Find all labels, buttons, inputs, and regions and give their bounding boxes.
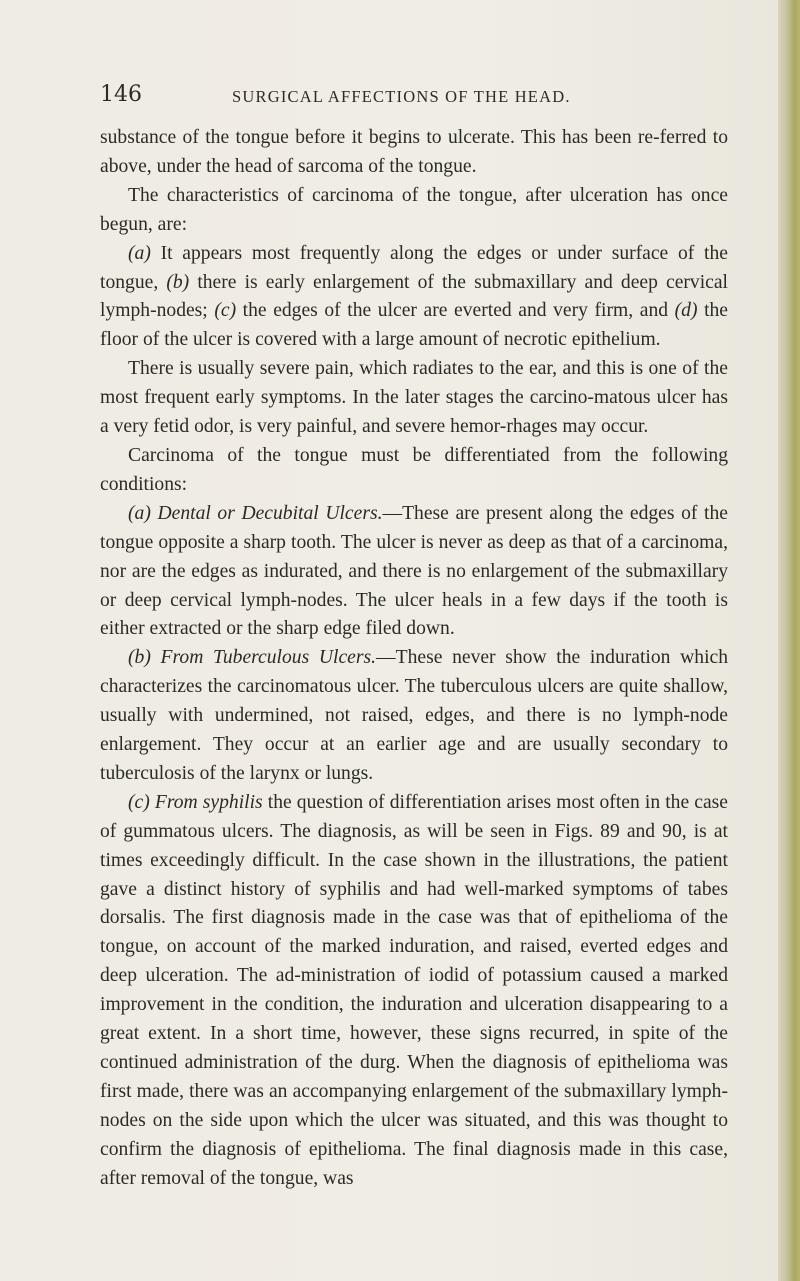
item-label: (a) (128, 502, 151, 524)
paragraph: The characteristics of carcinoma of the tongue, after ulceration has once begun, are: (100, 184, 728, 235)
page-number: 146 (100, 82, 142, 107)
item-title: From syphilis (154, 791, 263, 813)
differential-dental: (a) Dental or Decubital Ulcers.—These are present along the edges of the tongue opposite a sharp tooth. The ulcer is never as deep as that of a carcinoma, nor are the edges as indurated, and there is no enlargement of the submaxillary or deep cervical lymph-nodes. The ulcer heals in a few days if the tooth is either extracted or the sharp edge filed down. (100, 502, 728, 640)
differential-syphilis: (c) From syphilis the question of differentiation arises most often in the case of gummatous ulcers. The diagnosis, as will be seen in Figs. 89 and 90, is at times exceedingly difficult. In the case shown in the illustrations, the patient gave a distinct history of syphilis and had well-marked symptoms of tabes dorsalis. The first diagnosis made in the case was that of epithelioma of the tongue, on account of the marked induration, and raised, everted edges and deep ulceration. The ad-ministration of iodid of potassium caused a marked improvement in the condition, the induration and ulceration disappearing to a great extent. In a short time, however, these signs recurred, in spite of the continued administration of the durg. When the diagnosis of epithelioma was first made, there was an accompanying enlargement of the submaxillary lymph-nodes on the side upon which the ulcer was situated, and this was thought to confirm the diagnosis of epithelioma. The final diagnosis made in this case, after removal of the tongue, was (100, 791, 728, 1189)
page-edge (778, 0, 800, 1281)
item-title: From Tuberculous Ulcers. (160, 647, 377, 669)
body-text (100, 124, 728, 1194)
item-label: (c) (214, 300, 237, 322)
page-header (0, 82, 800, 112)
item-label: (b) (128, 647, 151, 669)
paragraph: Carcinoma of the tongue must be differentiated from the following conditions: (100, 444, 728, 495)
item-label: (d) (674, 300, 698, 322)
item-label: (b) (166, 271, 190, 293)
differential-tuberculous: (b) From Tuberculous Ulcers.—These never show the induration which characterizes the carcinomatous ulcer. The tuberculous ulcers are quite shallow, usually with undermined, not raised, edges, and there is no lymph-node enlargement. They occur at an earlier age and are usually secondary to tuberculosis of the larynx or lungs. (100, 647, 729, 784)
paragraph: substance of the tongue before it begins to ulcerate. This has been re-ferred to above, under the head of sarcoma of the tongue. (100, 127, 728, 177)
running-head: SURGICAL AFFECTIONS OF THE HEAD. (232, 87, 571, 106)
item-label: (c) (128, 791, 150, 813)
paragraph: There is usually severe pain, which radiates to the ear, and this is one of the most frequent early symptoms. In the later stages the carcino-matous ulcer has a very fetid odor, is very painful, and severe hemor-rhages may occur. (100, 358, 728, 438)
item-title: Dental or Decubital Ulcers. (157, 502, 383, 524)
characteristics-list: (a) It appears most frequently along the edges or under surface of the tongue, (b) there is early enlargement of the submaxillary and deep cervical lymph-nodes; (c) the edges of the ulcer are everted and very firm, and (d) the floor of the ulcer is covered with a large amount of necrotic epithelium. (100, 242, 729, 351)
item-label: (a) (128, 242, 151, 264)
